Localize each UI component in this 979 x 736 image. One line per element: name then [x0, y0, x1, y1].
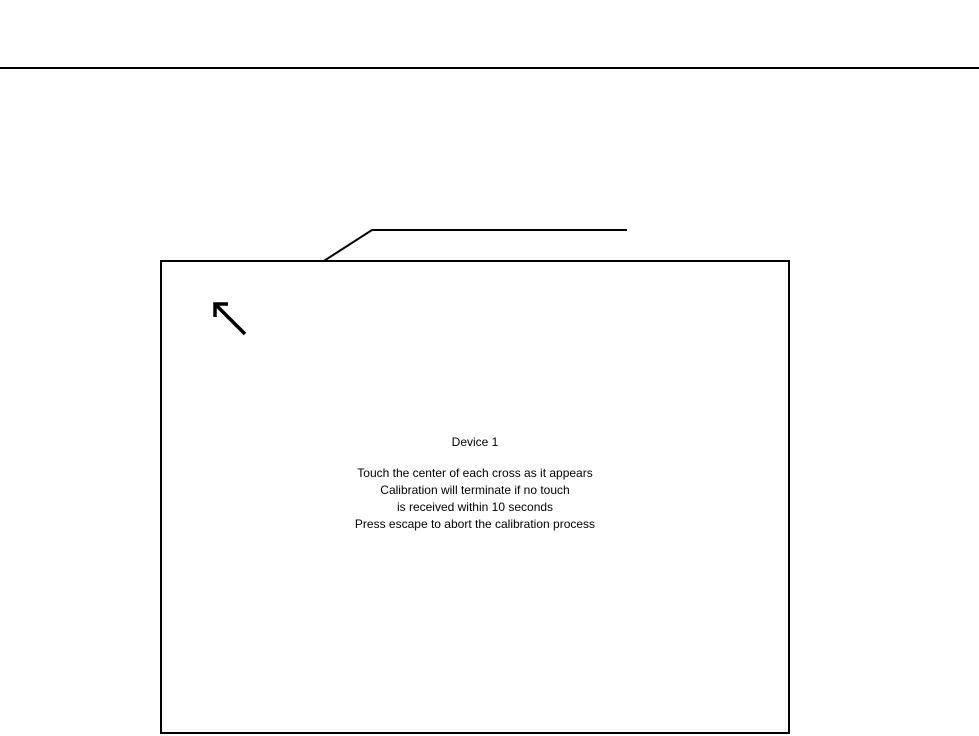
device-title: Device 1	[451, 435, 499, 449]
instruction-line: Touch the center of each cross as it appears	[357, 466, 593, 480]
top-rule	[0, 67, 979, 69]
calibration-screen[interactable]	[160, 260, 790, 734]
calibration-message	[162, 434, 788, 533]
arrow-up-left-icon[interactable]	[210, 300, 250, 340]
instruction-line: Press escape to abort the calibration process	[354, 517, 596, 531]
instruction-line: Calibration will terminate if no touch	[380, 483, 570, 497]
instruction-line: is received within 10 seconds	[396, 500, 554, 514]
